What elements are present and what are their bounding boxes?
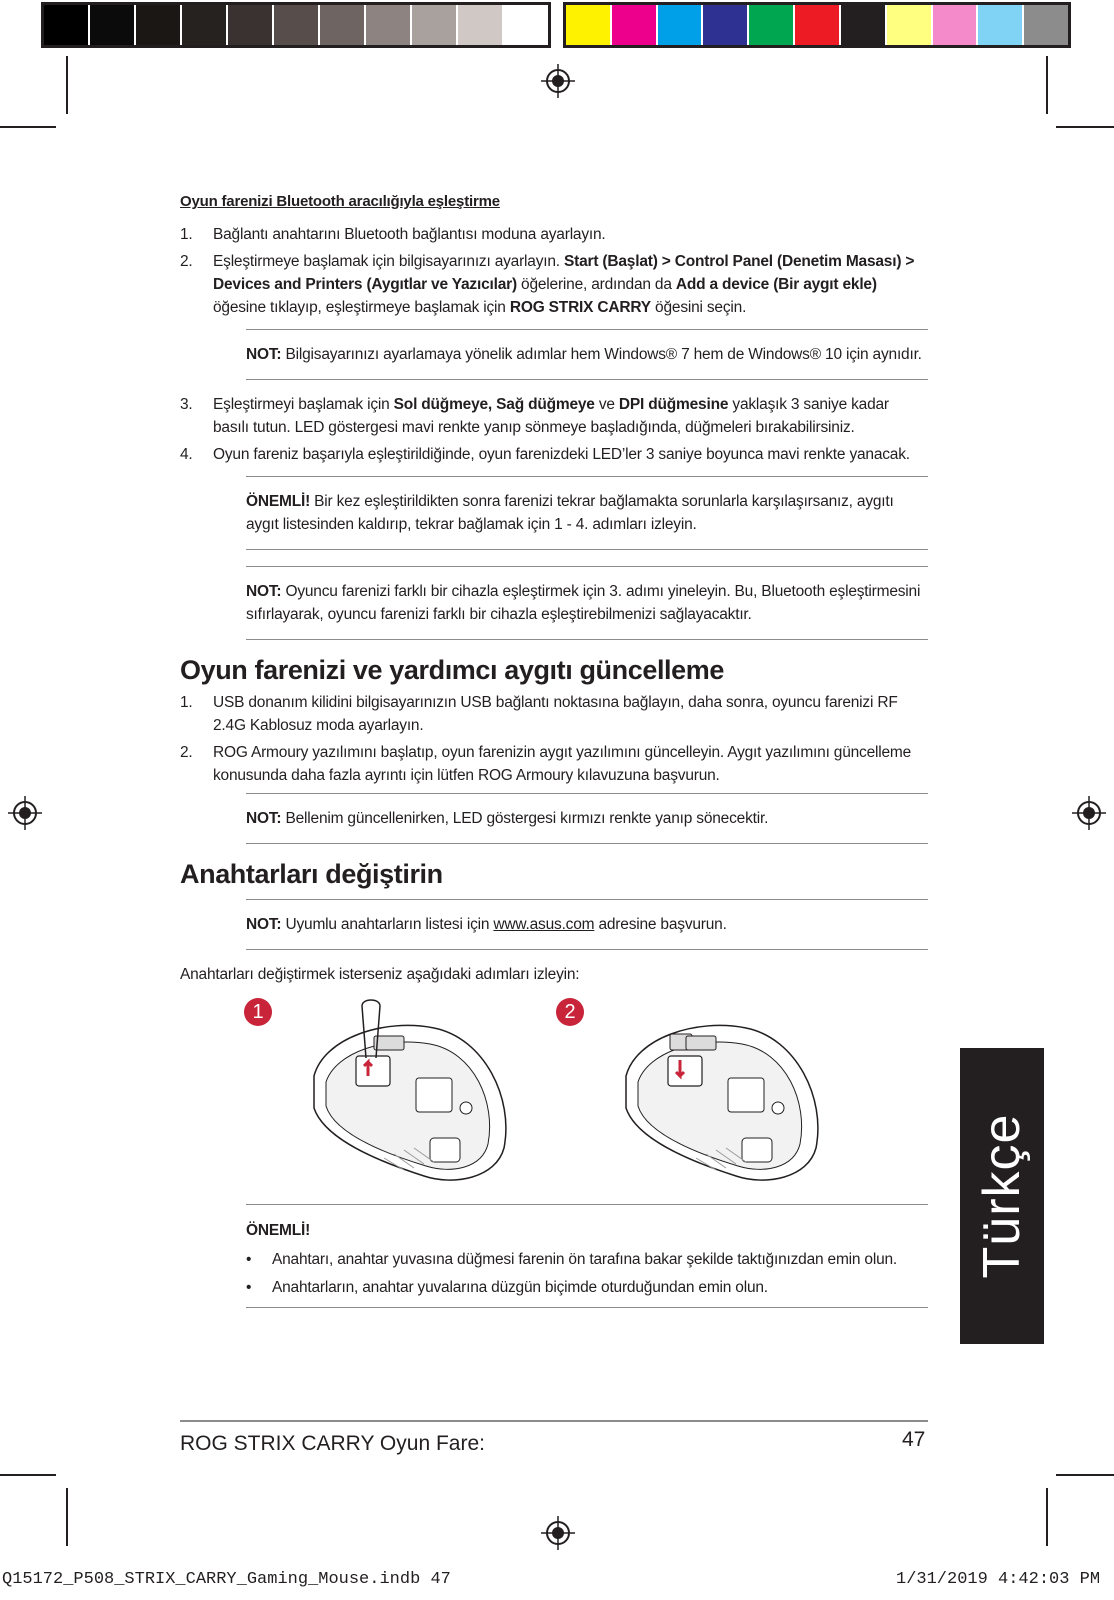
color-swatch xyxy=(182,5,228,45)
crop-mark xyxy=(0,126,56,128)
important-bullets xyxy=(246,1248,928,1299)
language-label: Türkçe xyxy=(973,1113,1031,1279)
color-swatch xyxy=(90,5,136,45)
page-content xyxy=(180,190,928,1321)
mouse-switch-removal-illustration xyxy=(284,998,514,1186)
important-box xyxy=(246,1204,928,1308)
step-text: öğelerine, ardından da xyxy=(516,276,676,293)
step-number: 1. xyxy=(180,226,193,243)
bluetooth-steps-list-continued xyxy=(180,393,928,466)
color-swatch xyxy=(658,5,704,45)
asus-website-link[interactable]: www.asus.com xyxy=(493,916,595,933)
footer-divider xyxy=(180,1420,928,1422)
crop-mark xyxy=(1056,1474,1114,1476)
color-swatch xyxy=(136,5,182,45)
step-text: Eşleştirmeye başlamak için bilgisayarınızı ayarlayın. xyxy=(213,253,565,270)
color-swatch xyxy=(566,5,612,45)
color-swatch xyxy=(458,5,504,45)
registration-mark-icon xyxy=(541,64,575,98)
print-slug-filename: Q15172_P508_STRIX_CARRY_Gaming_Mouse.indb 47 xyxy=(2,1570,451,1589)
registration-mark-icon xyxy=(541,1516,575,1550)
color-swatch xyxy=(44,5,90,45)
color-swatch xyxy=(504,5,548,45)
bluetooth-pairing-heading: Oyun farenizi Bluetooth aracılığıyla eşleştirme xyxy=(180,193,500,210)
color-swatch xyxy=(841,5,887,45)
crop-mark xyxy=(0,1474,56,1476)
important-label: ÖNEMLİ! xyxy=(246,493,311,510)
color-swatch xyxy=(933,5,979,45)
step-text: öğesini seçin. xyxy=(650,299,747,316)
step-text: Bağlantı anahtarını Bluetooth bağlantısı moduna ayarlayın. xyxy=(213,226,606,243)
bold-term: ROG STRIX CARRY xyxy=(509,299,651,316)
bold-term: Add a device (Bir aygıt ekle) xyxy=(675,276,877,293)
switch-intro-text: Anahtarları değiştirmek isterseniz aşağıdaki adımları izleyin: xyxy=(180,966,580,983)
note-text: Uyumlu anahtarların listesi için xyxy=(281,916,494,933)
note-text: Bilgisayarınızı ayarlamaya yönelik adımlar hem Windows® 7 hem de Windows® 10 için aynıdır. xyxy=(281,346,922,363)
note-label: NOT: xyxy=(246,583,282,600)
crop-mark xyxy=(66,1488,68,1546)
color-swatch xyxy=(412,5,458,45)
grayscale-calibration-bar xyxy=(41,2,551,48)
bullet-text: Anahtarların, anahtar yuvalarına düzgün biçimde oturduğundan emin olun. xyxy=(272,1279,768,1296)
page-number: 47 xyxy=(902,1428,926,1451)
step-text: öğesine tıklayıp, eşleştirmeye başlamak için xyxy=(213,299,510,316)
step-number: 4. xyxy=(180,446,193,463)
list-item xyxy=(180,691,928,737)
color-swatch xyxy=(320,5,366,45)
update-section-heading: Oyun farenizi ve yardımcı aygıtı güncelleme xyxy=(180,655,724,685)
color-swatch xyxy=(795,5,841,45)
registration-mark-icon xyxy=(8,796,42,830)
step-text: Eşleştirmeyi başlamak için xyxy=(213,396,394,413)
color-swatch xyxy=(274,5,320,45)
color-swatch xyxy=(887,5,933,45)
note-text: Bellenim güncellenirken, LED göstergesi kırmızı renkte yanıp sönecektir. xyxy=(281,810,769,827)
list-item xyxy=(180,250,928,319)
step-number: 3. xyxy=(180,396,193,413)
important-text: Bir kez eşleştirildikten sonra farenizi tekrar bağlamakta sorunlarla karşılaşırsanız, aygıtı aygıt listesinden kaldırıp, tekrar bağlamak için 1 - 4. adımları izleyin. xyxy=(246,493,894,533)
language-side-tab xyxy=(960,1048,1044,1344)
step-number: 2. xyxy=(180,744,193,761)
list-item: • Anahtarların, anahtar yuvalarına düzgün biçimde oturduğundan emin olun. xyxy=(246,1279,768,1296)
list-item xyxy=(180,223,928,246)
note-box xyxy=(246,329,928,380)
important-label: ÖNEMLİ! xyxy=(246,1222,311,1239)
note-label: NOT: xyxy=(246,916,282,933)
step-text: ROG Armoury yazılımını başlatıp, oyun farenizin aygıt yazılımını güncelleyin. Aygıt yazılımını güncelleme konusunda daha fazla ayrıntı için lütfen ROG Armoury kılavuzuna başvurun. xyxy=(213,744,912,784)
note-box xyxy=(246,566,928,640)
color-swatch xyxy=(703,5,749,45)
color-calibration-bar xyxy=(563,2,1071,48)
color-swatch xyxy=(749,5,795,45)
bullet-text: Anahtarı, anahtar yuvasına düğmesi farenin ön tarafına bakar şekilde taktığınızdan emin olun. xyxy=(272,1251,898,1268)
step-badge: 1 xyxy=(244,998,272,1026)
important-box xyxy=(246,476,928,550)
step-text: ve xyxy=(594,396,619,413)
color-swatch xyxy=(612,5,658,45)
step-text: Oyun fareniz başarıyla eşleştirildiğinde, oyun farenizdeki LED’ler 3 saniye boyunca mavi renkte yanacak. xyxy=(213,446,910,463)
registration-mark-icon xyxy=(1072,796,1106,830)
note-text: Oyuncu farenizi farklı bir cihazla eşleştirmek için 3. adımı yineleyin. Bu, Bluetooth eşleştirmesini sıfırlayarak, oyuncu farenizi farklı bir cihazla eşleştirebilmenizi sağlayacaktır. xyxy=(246,583,921,623)
crop-mark xyxy=(1046,1488,1048,1546)
switch-figures xyxy=(244,998,928,1186)
list-item: • Anahtarı, anahtar yuvasına düğmesi farenin ön tarafına bakar şekilde taktığınızdan emin olun. xyxy=(246,1251,898,1268)
update-steps-list xyxy=(180,691,928,787)
list-item xyxy=(180,393,928,439)
color-swatch xyxy=(366,5,412,45)
step-number: 1. xyxy=(180,694,193,711)
bold-term: Sol düğmeye, Sağ düğmeye xyxy=(393,396,595,413)
note-box xyxy=(246,793,928,844)
color-swatch xyxy=(1024,5,1068,45)
figure-step-1 xyxy=(244,998,514,1186)
bluetooth-steps-list xyxy=(180,223,928,319)
note-label: NOT: xyxy=(246,810,282,827)
print-slug-date: 1/31/2019 4:42:03 PM xyxy=(896,1570,1101,1589)
list-item xyxy=(180,443,928,466)
step-text: yaklaşık 3 saniye kadar basılı tutun. LED göstergesi mavi renkte yanıp sönmeye başladığında, düğmeleri bırakabilirsiniz. xyxy=(213,396,889,436)
crop-mark xyxy=(1046,56,1048,114)
figure-step-2 xyxy=(556,998,826,1186)
note-box xyxy=(246,899,928,950)
bold-term: DPI düğmesine xyxy=(618,396,729,413)
step-number: 2. xyxy=(180,253,193,270)
step-badge: 2 xyxy=(556,998,584,1026)
mouse-switch-insertion-illustration xyxy=(596,998,826,1186)
note-text: adresine başvurun. xyxy=(594,916,727,933)
switch-section-heading: Anahtarları değiştirin xyxy=(180,859,443,889)
list-item xyxy=(180,741,928,787)
footer-product-title: ROG STRIX CARRY Oyun Fare: xyxy=(180,1432,485,1455)
bold-term: Start (Başlat) > Control Panel (Denetim Masası) > Devices and Printers (Aygıtlar ve Yazıcılar) xyxy=(213,253,915,293)
color-swatch xyxy=(228,5,274,45)
note-label: NOT: xyxy=(246,346,282,363)
crop-mark xyxy=(1056,126,1114,128)
color-swatch xyxy=(978,5,1024,45)
step-text: USB donanım kilidini bilgisayarınızın USB bağlantı noktasına bağlayın, daha sonra, oyuncu farenizi RF 2.4G Kablosuz moda ayarlayın. xyxy=(213,694,898,734)
crop-mark xyxy=(66,56,68,114)
